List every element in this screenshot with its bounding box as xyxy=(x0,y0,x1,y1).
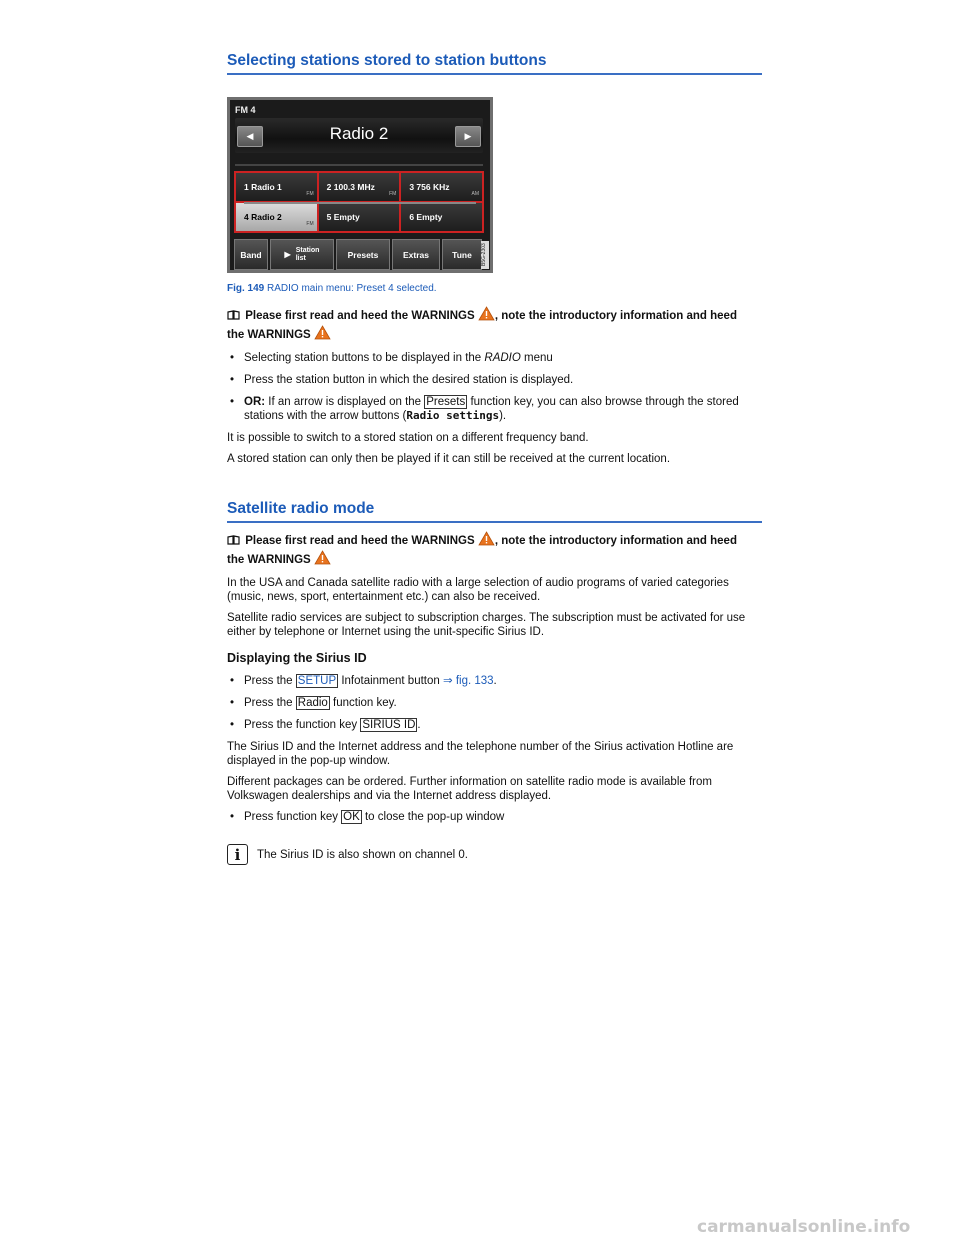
list-item: • Press the station button in which the desired station is displayed. xyxy=(227,373,762,387)
list-item: • Selecting station buttons to be displayed in the RADIO menu xyxy=(227,351,762,365)
warning-triangle-icon[interactable] xyxy=(478,531,495,546)
band-tab: FM 4 xyxy=(235,105,256,115)
list-item: • Press the Radio function key. xyxy=(227,696,762,710)
figure-caption xyxy=(227,282,762,296)
list-item: • OR: If an arrow is displayed on the Presets function key, you can also browse through the stored stations with the arrow buttons (Radio settings). xyxy=(227,395,762,423)
preset-button[interactable] xyxy=(401,203,482,231)
info-note xyxy=(227,844,762,865)
note-text: the WARNINGS xyxy=(227,329,314,341)
ok-key-ref: OK xyxy=(343,811,360,823)
note-text: the WARNINGS xyxy=(227,554,314,566)
preset-button[interactable] xyxy=(236,173,317,201)
page-content xyxy=(227,52,762,865)
sirius-id-key-ref: SIRIUS ID xyxy=(362,719,416,731)
paragraph: It is possible to switch to a stored station on a different frequency band. xyxy=(227,432,589,444)
station-list-label: Station list xyxy=(295,246,320,262)
instruction-list xyxy=(227,351,762,423)
subheading: Displaying the Sirius ID xyxy=(227,651,367,665)
presets-key[interactable]: Presets xyxy=(336,239,390,270)
warning-triangle-icon[interactable] xyxy=(314,550,331,565)
figure-number: Fig. 149 xyxy=(227,283,265,294)
section-heading: Selecting stations stored to station buttons xyxy=(227,52,762,75)
extras-key[interactable]: Extras xyxy=(392,239,440,270)
preset-grid xyxy=(234,171,484,233)
setup-key-ref[interactable]: SETUP xyxy=(297,675,337,687)
note-text: Please first read and heed the WARNINGS xyxy=(245,310,478,322)
list-item: • Press the SETUP Infotainment button ⇒ fig. 133. xyxy=(227,674,762,688)
preset-label: 5 Empty xyxy=(326,212,360,222)
paragraph: Different packages can be ordered. Further information on satellite radio mode is available from Volkswagen dealerships and via the Internet address displayed. xyxy=(227,776,712,802)
warning-triangle-icon[interactable] xyxy=(314,325,331,340)
station-list-key[interactable] xyxy=(270,239,334,270)
watermark: carmanualsonline.info xyxy=(697,1217,911,1237)
radio-key-ref: Radio xyxy=(297,697,328,709)
play-arrow-icon: ▶ xyxy=(284,250,291,259)
info-icon: i xyxy=(227,844,248,865)
radio-screen-figure xyxy=(227,97,493,273)
preset-band: AM xyxy=(471,191,479,197)
note-text: , note the introductory information and heed xyxy=(494,310,737,322)
divider xyxy=(235,164,483,166)
note-text: Please first read and heed the WARNINGS xyxy=(245,535,478,547)
book-icon xyxy=(227,310,240,320)
preset-band: FM xyxy=(389,191,397,197)
figure-link[interactable]: ⇒ fig. 133 xyxy=(442,675,494,687)
info-text: The Sirius ID is also shown on channel 0. xyxy=(257,848,468,861)
station-display xyxy=(235,118,483,153)
next-arrow-icon[interactable]: ▶ xyxy=(455,126,481,147)
scroll-bar xyxy=(244,202,476,204)
preset-label: 6 Empty xyxy=(409,212,443,222)
function-key-row xyxy=(234,239,484,270)
instruction-list xyxy=(227,810,762,824)
station-name: Radio 2 xyxy=(329,124,389,143)
preset-button[interactable] xyxy=(319,173,400,201)
instruction-list xyxy=(227,674,762,732)
warning-triangle-icon[interactable] xyxy=(478,306,495,321)
preset-label: 4 Radio 2 xyxy=(244,212,282,222)
caption-text: RADIO main menu: Preset 4 selected. xyxy=(264,283,437,294)
list-item: • Press the function key SIRIUS ID . xyxy=(227,718,762,732)
warning-note xyxy=(227,306,762,344)
warning-note xyxy=(227,531,762,569)
paragraph: The Sirius ID and the Internet address and the telephone number of the Sirius activation Hotline are displayed in the pop-up window. xyxy=(227,741,734,767)
paragraph: Satellite radio services are subject to subscription charges. The subscription must be activated for use either by telephone or Internet using the unit-specific Sirius ID. xyxy=(227,612,746,638)
note-text: , note the introductory information and heed xyxy=(494,535,737,547)
preset-label: 3 756 KHz xyxy=(409,182,450,192)
band-key[interactable]: Band xyxy=(234,239,268,270)
preset-label: 2 100.3 MHz xyxy=(326,182,375,192)
paragraph: A stored station can only then be played if it can still be received at the current location. xyxy=(227,453,671,465)
figure-code: B5G-2303 xyxy=(481,241,489,269)
presets-key-ref: Presets xyxy=(426,396,466,408)
radio-screen xyxy=(230,100,490,270)
section-heading: Satellite radio mode xyxy=(227,500,762,523)
preset-band: FM xyxy=(306,221,314,227)
preset-band: FM xyxy=(306,191,314,197)
prev-arrow-icon[interactable]: ◀ xyxy=(237,126,263,147)
preset-button[interactable] xyxy=(319,203,400,231)
paragraph: In the USA and Canada satellite radio with a large selection of audio programs of varied categories (music, news, sport, entertainment etc.) can also be received. xyxy=(227,577,729,603)
preset-button[interactable] xyxy=(401,173,482,201)
tune-key[interactable]: Tune xyxy=(442,239,482,270)
preset-label: 1 Radio 1 xyxy=(244,182,282,192)
list-item: • Press function key OK to close the pop-up window xyxy=(227,810,762,824)
book-icon xyxy=(227,535,240,545)
preset-button-selected[interactable] xyxy=(236,203,317,231)
